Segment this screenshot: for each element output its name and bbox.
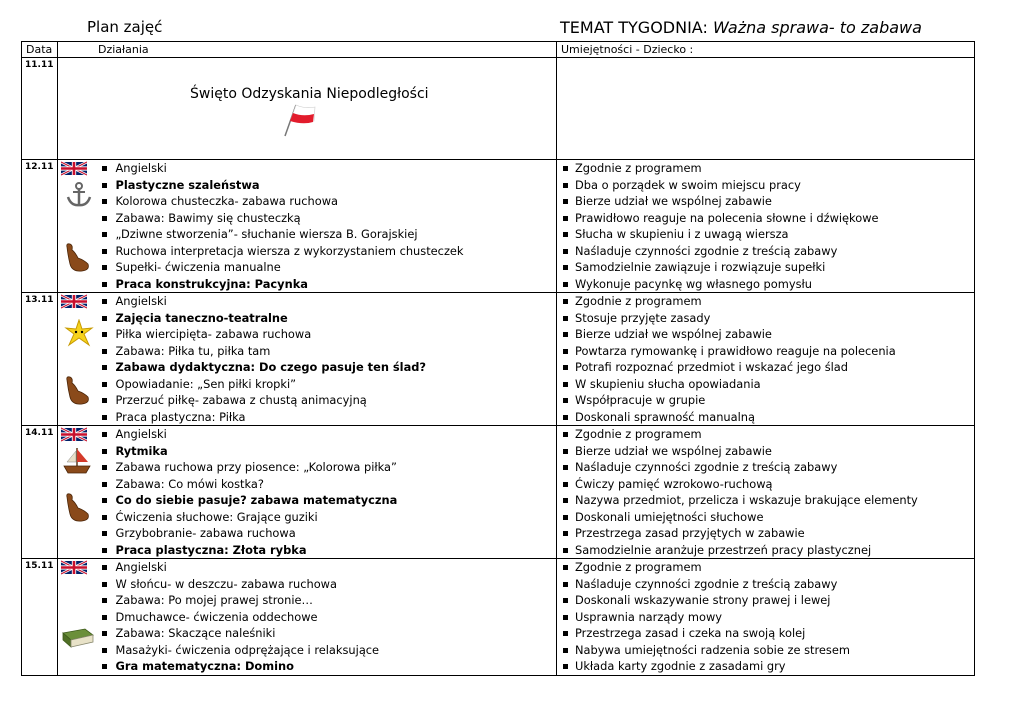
holiday-cell [58, 58, 557, 160]
week-theme-subject: Ważna sprawa- to zabawa [712, 18, 922, 37]
activity-item: Zabawa: Bawimy się chusteczką [100, 210, 555, 227]
uk-flag-icon [61, 161, 87, 179]
activity-item: Masażyki- ćwiczenia odprężające i relaksujące [100, 642, 555, 659]
skill-item: Doskonali umiejętności słuchowe [561, 509, 972, 526]
activities-list [100, 426, 555, 558]
skill-item: Prawidłowo reaguje na polecenia słowne i dźwiękowe [561, 210, 972, 227]
col-activities-header: Działania [58, 42, 557, 58]
day-row [22, 293, 975, 426]
activity-item: Kolorowa chusteczka- zabawa ruchowa [100, 193, 555, 210]
holiday-title: Święto Odzyskania Niepodległości [190, 86, 429, 102]
activity-item: Supełki- ćwiczenia manualne [100, 259, 555, 276]
skills-list [561, 426, 972, 558]
activities-cell [100, 160, 557, 293]
date-cell: 15.11 [22, 559, 58, 676]
skill-item: Naśladuje czynności zgodnie z treścią zabawy [561, 459, 972, 476]
skill-item: Dba o porządek w swoim miejscu pracy [561, 177, 972, 194]
skill-item: Bierze udział we wspólnej zabawie [561, 326, 972, 343]
activity-item: Zabawa ruchowa przy piosence: „Kolorowa piłka” [100, 459, 555, 476]
skills-cell [557, 426, 975, 559]
activity-item: Zabawa dydaktyczna: Do czego pasuje ten ślad? [100, 359, 555, 376]
skills-list [561, 160, 972, 292]
plan-title: Plan zajęć [87, 18, 163, 36]
holiday-row [22, 58, 975, 160]
skill-item: Zgodnie z programem [561, 426, 972, 443]
skill-item: Powtarza rymowankę i prawidłowo reaguje na polecenia [561, 343, 972, 360]
activity-item: Zabawa: Co mówi kostka? [100, 476, 555, 493]
skill-item: Samodzielnie zawiązuje i rozwiązuje supełki [561, 259, 972, 276]
activity-item: Praca plastyczna: Złota rybka [100, 542, 555, 559]
activities-list [100, 559, 555, 675]
activity-item: Angielski [100, 160, 555, 177]
skill-item: Zgodnie z programem [561, 559, 972, 576]
date-cell: 12.11 [22, 160, 58, 293]
skill-item: Usprawnia narządy mowy [561, 609, 972, 626]
hand-puppet-icon [64, 492, 90, 525]
skill-item: Ćwiczy pamięć wzrokowo-ruchową [561, 476, 972, 493]
activity-item: Gra matematyczna: Domino [100, 658, 555, 675]
uk-flag-icon [61, 294, 87, 312]
activity-item: Angielski [100, 559, 555, 576]
date-cell: 14.11 [22, 426, 58, 559]
skills-cell [557, 160, 975, 293]
skill-item: Nazywa przedmiot, przelicza i wskazuje brakujące elementy [561, 492, 972, 509]
boat-icon [62, 446, 92, 479]
skill-item: Nabywa umiejętności radzenia sobie ze stresem [561, 642, 972, 659]
activity-item: Co do siebie pasuje? zabawa matematyczna [100, 492, 555, 509]
activity-item: Piłka wiercipięta- zabawa ruchowa [100, 326, 555, 343]
activity-item: Angielski [100, 293, 555, 310]
icon-cell [58, 160, 100, 293]
date-cell: 11.11 [22, 58, 58, 160]
activity-item: Przerzuć piłkę- zabawa z chustą animacyjną [100, 392, 555, 409]
skills-cell [557, 559, 975, 676]
skill-item: Samodzielnie aranżuje przestrzeń pracy plastycznej [561, 542, 972, 559]
skill-item: Naśladuje czynności zgodnie z treścią zabawy [561, 576, 972, 593]
activity-item: Zabawa: Po mojej prawej stronie… [100, 592, 555, 609]
skill-item: Wykonuje pacynkę wg własnego pomysłu [561, 276, 972, 293]
skills-list [561, 559, 972, 675]
skill-item: Zgodnie z programem [561, 293, 972, 310]
activity-item: Ćwiczenia słuchowe: Grające guziki [100, 509, 555, 526]
uk-flag-icon [61, 560, 87, 578]
activity-item: Zabawa: Skaczące naleśniki [100, 625, 555, 642]
day-row [22, 160, 975, 293]
activities-cell [100, 426, 557, 559]
anchor-icon [65, 182, 93, 211]
day-row [22, 426, 975, 559]
activity-item: Dmuchawce- ćwiczenia oddechowe [100, 609, 555, 626]
star-icon [64, 319, 94, 350]
uk-flag-icon [61, 427, 87, 445]
polish-flag-icon [281, 103, 317, 140]
activity-item: „Dziwne stworzenia”- słuchanie wiersza B. Gorajskiej [100, 226, 555, 243]
skill-item: W skupieniu słucha opowiadania [561, 376, 972, 393]
activities-list [100, 160, 555, 292]
week-theme-label: TEMAT TYGODNIA: [560, 18, 713, 37]
activity-item: Rytmika [100, 443, 555, 460]
skills-list [561, 293, 972, 425]
icon-cell [58, 559, 100, 676]
activity-item: Opowiadanie: „Sen piłki kropki” [100, 376, 555, 393]
skill-item: Doskonali sprawność manualną [561, 409, 972, 426]
col-date-header: Data [22, 42, 58, 58]
activity-item: Praca plastyczna: Piłka [100, 409, 555, 426]
col-skills-header: Umiejętności - Dziecko : [557, 42, 975, 58]
skills-cell [557, 293, 975, 426]
skill-item: Bierze udział we wspólnej zabawie [561, 193, 972, 210]
skill-item: Bierze udział we wspólnej zabawie [561, 443, 972, 460]
activity-item: Zabawa: Piłka tu, piłka tam [100, 343, 555, 360]
plan-table [21, 41, 975, 676]
activity-item: W słońcu- w deszczu- zabawa ruchowa [100, 576, 555, 593]
week-theme [560, 18, 922, 37]
skill-item: Naśladuje czynności zgodnie z treścią zabawy [561, 243, 972, 260]
activity-item: Praca konstrukcyjna: Pacynka [100, 276, 555, 293]
holiday-skills-cell [557, 58, 975, 160]
date-cell: 13.11 [22, 293, 58, 426]
activities-cell [100, 559, 557, 676]
activity-item: Grzybobranie- zabawa ruchowa [100, 525, 555, 542]
icon-cell [58, 426, 100, 559]
activities-list [100, 293, 555, 425]
activities-cell [100, 293, 557, 426]
skill-item: Przestrzega zasad przyjętych w zabawie [561, 525, 972, 542]
skill-item: Przestrzega zasad i czeka na swoją kolej [561, 625, 972, 642]
skill-item: Zgodnie z programem [561, 160, 972, 177]
icon-cell [58, 293, 100, 426]
table-header-row [22, 42, 975, 58]
skill-item: Potrafi rozpoznać przedmiot i wskazać jego ślad [561, 359, 972, 376]
activity-item: Angielski [100, 426, 555, 443]
skill-item: Układa karty zgodnie z zasadami gry [561, 658, 972, 675]
hand-puppet-icon [64, 242, 90, 275]
hand-puppet-icon [64, 375, 90, 408]
skill-item: Współpracuje w grupie [561, 392, 972, 409]
skill-item: Doskonali wskazywanie strony prawej i lewej [561, 592, 972, 609]
book-icon [61, 627, 95, 652]
activity-item: Zajęcia taneczno-teatralne [100, 310, 555, 327]
skill-item: Stosuje przyjęte zasady [561, 310, 972, 327]
activity-item: Plastyczne szaleństwa [100, 177, 555, 194]
activity-item: Ruchowa interpretacja wiersza z wykorzystaniem chusteczek [100, 243, 555, 260]
day-row [22, 559, 975, 676]
skill-item: Słucha w skupieniu i z uwagą wiersza [561, 226, 972, 243]
